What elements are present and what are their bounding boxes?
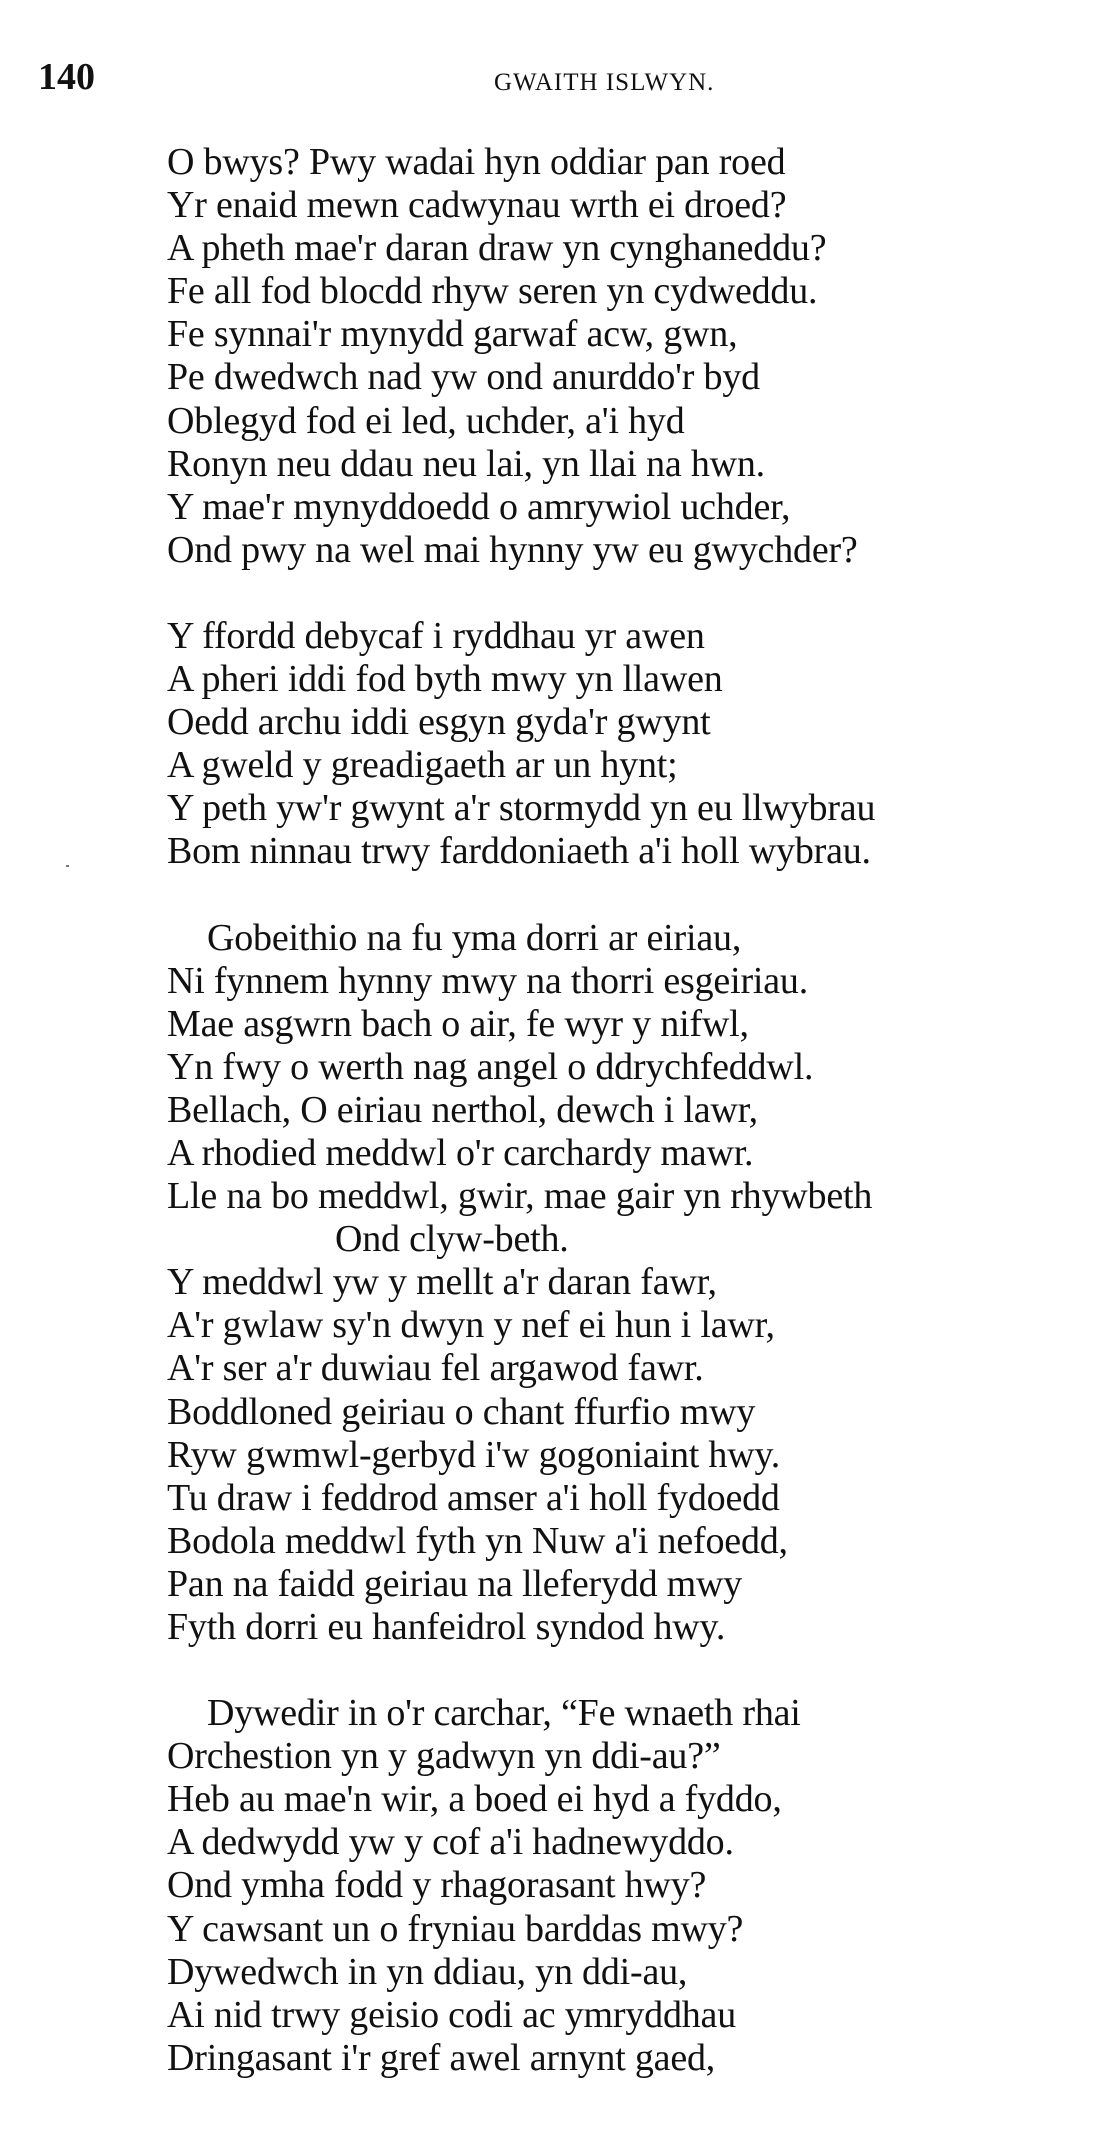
verse-line: Pe dwedwch nad yw ond anurddo'r byd	[167, 356, 760, 399]
verse-line: A pheri iddi fod byth mwy yn llawen	[167, 658, 723, 701]
verse-line: Y ffordd debycaf i ryddhau yr awen	[167, 614, 705, 657]
verse-line: Y meddwl yw y mellt a'r daran fawr,	[167, 1261, 717, 1304]
verse-line: Oblegyd fod ei led, uchder, a'i hyd	[167, 399, 685, 442]
margin-speck	[66, 865, 69, 867]
verse-line: Ai nid trwy geisio codi ac ymryddhau	[167, 1993, 737, 2036]
verse-line: Ond pwy na wel mai hynny yw eu gwychder?	[167, 528, 858, 571]
verse-line: Y cawsant un o fryniau barddas mwy?	[167, 1907, 744, 1950]
stanza-2	[167, 615, 1102, 874]
verse-line: A dedwydd yw y cof a'i hadnewyddo.	[167, 1821, 734, 1864]
verse-line: Gobeithio na fu yma dorri ar eiriau,	[207, 916, 742, 959]
verse-line: Ond ymha fodd y rhagorasant hwy?	[167, 1864, 707, 1907]
verse-line: Dywedwch in yn ddiau, yn ddi-au,	[167, 1950, 688, 1993]
verse-line: Orchestion yn y gadwyn yn ddi-au?”	[167, 1735, 721, 1778]
verse-line: Fe all fod blocdd rhyw seren yn cydweddu.	[167, 270, 818, 313]
running-title: GWAITH ISLWYN.	[494, 69, 715, 96]
stanza-1	[167, 141, 1102, 572]
verse-line: Ond clyw-beth.	[335, 1218, 569, 1261]
verse-line: Y mae'r mynyddoedd o amrywiol uchder,	[167, 485, 791, 528]
verse-line: Heb au mae'n wir, a boed ei hyd a fyddo,	[167, 1778, 782, 1821]
verse-line: A pheth mae'r daran draw yn cynghaneddu?	[167, 227, 827, 270]
verse-line: Mae asgwrn bach o air, fe wyr y nifwl,	[167, 1002, 749, 1045]
verse-line: Lle na bo meddwl, gwir, mae gair yn rhywbeth	[167, 1175, 873, 1218]
verse-line: A rhodied meddwl o'r carchardy mawr.	[167, 1131, 754, 1174]
verse-line: O bwys? Pwy wadai hyn oddiar pan roed	[167, 141, 786, 183]
verse-line: Ronyn neu ddau neu lai, yn llai na hwn.	[167, 442, 765, 485]
verse-line: Fe synnai'r mynydd garwaf acw, gwn,	[167, 313, 738, 356]
verse-line: Yr enaid mewn cadwynau wrth ei droed?	[167, 184, 787, 227]
verse-line: Oedd archu iddi esgyn gyda'r gwynt	[167, 701, 711, 744]
verse-line: Dywedir in o'r carchar, “Fe wnaeth rhai	[207, 1692, 801, 1735]
verse-line: A gweld y greadigaeth ar un hynt;	[167, 744, 678, 787]
verse-line: Dringasant i'r gref awel arnynt gaed,	[167, 2036, 716, 2079]
verse-line: Ni fynnem hynny mwy na thorri esgeiriau.	[167, 959, 809, 1002]
verse-line: Boddloned geiriau o chant ffurfio mwy	[167, 1390, 756, 1433]
verse-line: Pan na faidd geiriau na lleferydd mwy	[167, 1562, 743, 1605]
verse-line: Fyth dorri eu hanfeidrol syndod hwy.	[167, 1606, 726, 1648]
verse-line: Yn fwy o werth nag angel o ddrychfeddwl.	[167, 1045, 814, 1088]
poem-body	[167, 141, 1102, 2123]
verse-line: Bom ninnau trwy farddoniaeth a'i holl wybrau.	[167, 830, 871, 873]
stanza-3	[167, 917, 1102, 1650]
verse-line: Y peth yw'r gwynt a'r stormydd yn eu llwybrau	[167, 787, 876, 830]
verse-line: Bellach, O eiriau nerthol, dewch i lawr,	[167, 1088, 758, 1131]
page-number: 140	[38, 56, 95, 98]
verse-line: A'r gwlaw sy'n dwyn y nef ei hun i lawr,	[167, 1304, 775, 1347]
verse-line: Bodola meddwl fyth yn Nuw a'i nefoedd,	[167, 1519, 788, 1562]
verse-line: A'r ser a'r duwiau fel argawod fawr.	[167, 1347, 704, 1390]
verse-line: Tu draw i feddrod amser a'i holl fydoedd	[167, 1476, 780, 1519]
stanza-4	[167, 1692, 1102, 2080]
verse-line: Ryw gwmwl-gerbyd i'w gogoniaint hwy.	[167, 1433, 781, 1476]
